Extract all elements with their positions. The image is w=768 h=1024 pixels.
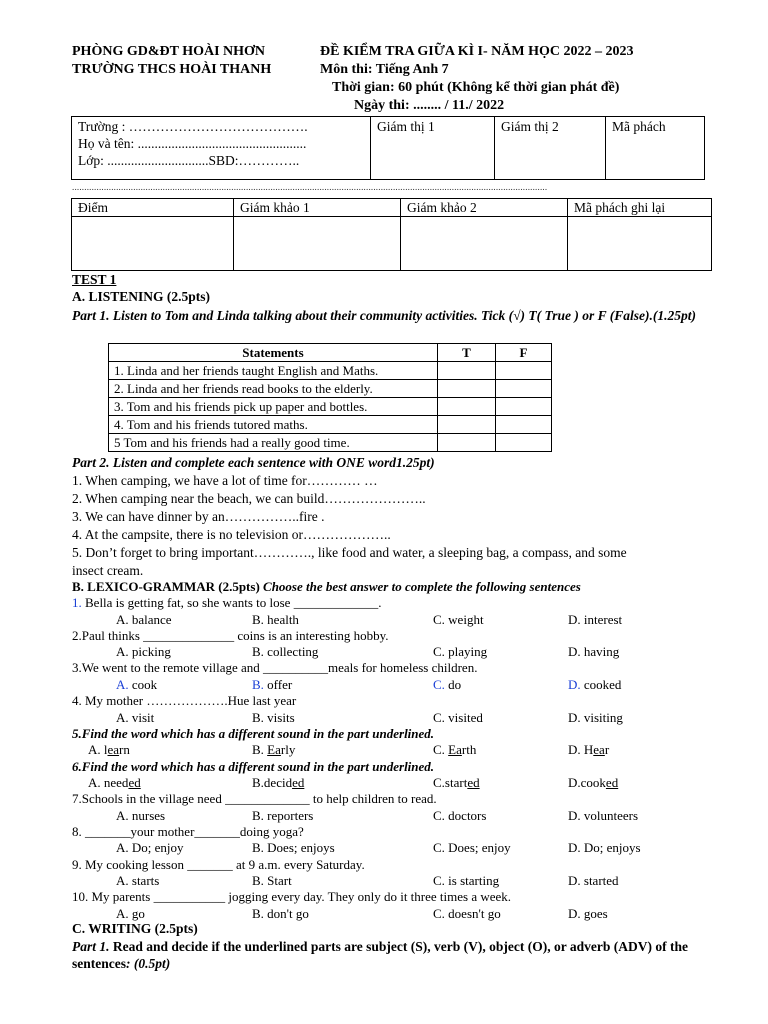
department-name: PHÒNG GD&ĐT HOÀI NHƠN <box>72 44 266 59</box>
answer-option-d[interactable]: D. volunteers <box>568 807 639 823</box>
statements-header: Statements <box>109 344 438 362</box>
answer-option-a[interactable]: A. go <box>116 905 145 921</box>
school-name: TRƯỜNG THCS HOÀI THANH <box>72 62 272 77</box>
question-text: 2.Paul thinks ______________ coins is an interesting hobby. <box>72 627 389 643</box>
code-again-header: Mã phách ghi lại <box>568 199 712 217</box>
question-text: 8. _______your mother_______doing yoga? <box>72 823 304 839</box>
answer-option-c[interactable]: C. visited <box>433 709 483 725</box>
tick-false-5[interactable] <box>496 434 552 452</box>
student-info-cell <box>72 117 371 180</box>
tick-true-3[interactable] <box>438 398 496 416</box>
answer-option-d[interactable]: D. having <box>568 644 620 660</box>
answer-option-b[interactable]: B. offer <box>252 676 293 692</box>
answer-option-d[interactable]: D. started <box>568 873 619 889</box>
tick-false-4[interactable] <box>496 416 552 434</box>
class-field[interactable]: Lớp: ..............................SBD:………….. <box>78 153 300 168</box>
writing-part1-instruction <box>72 938 712 972</box>
exam-title: ĐỀ KIỂM TRA GIỮA KÌ I- NĂM HỌC 2022 – 2023 <box>320 44 634 59</box>
answer-option-a[interactable]: A. needed <box>88 775 141 790</box>
part2-item: 5. Don’t forget to bring important…………., like food and water, a sleeping bag, a compass, and some <box>72 545 627 560</box>
question-text: 4. My mother ……………….Hue last year <box>72 693 297 709</box>
question-text: 7.Schools in the village need _____________ to help children to read. <box>72 791 437 807</box>
answer-option-a[interactable]: A. learn <box>88 742 130 758</box>
question-text: Bella is getting fat, so she wants to lose _____________. <box>81 595 382 610</box>
tick-true-2[interactable] <box>438 380 496 398</box>
answer-option-b[interactable]: B. reporters <box>252 807 314 823</box>
statement-2: 2. Linda and her friends read books to the elderly. <box>109 380 438 398</box>
tick-false-2[interactable] <box>496 380 552 398</box>
listening-title: A. LISTENING (2.5pts) <box>72 289 211 304</box>
answer-option-c[interactable]: C. Earth <box>433 742 477 758</box>
cut-line: .................................................................................................................................................................................................. <box>72 182 548 192</box>
question-stem <box>72 824 304 840</box>
false-header: F <box>496 344 552 362</box>
answer-option-c[interactable]: C. weight <box>433 611 484 627</box>
score-header: Điểm <box>72 199 234 217</box>
answer-option-a[interactable]: A. visit <box>116 709 155 725</box>
answer-option-c[interactable]: C. do <box>433 676 462 692</box>
writing-part1-text2: sentences <box>72 956 126 971</box>
code-again-cell[interactable] <box>568 217 712 271</box>
answer-option-d[interactable]: D. Do; enjoys <box>568 840 641 856</box>
exam-subject: Môn thi: Tiếng Anh 7 <box>320 62 449 77</box>
grammar-instruction: Choose the best answer to complete the following sentences <box>259 579 581 594</box>
answer-option-d[interactable]: D. cooked <box>568 676 622 692</box>
statement-3: 3. Tom and his friends pick up paper and bottles. <box>109 398 438 416</box>
answer-option-c[interactable]: C. playing <box>433 644 488 660</box>
tick-true-1[interactable] <box>438 362 496 380</box>
examiner2-cell[interactable] <box>401 217 568 271</box>
question-stem <box>72 628 389 644</box>
question-stem <box>72 726 434 742</box>
answer-option-d[interactable]: D. goes <box>568 905 608 921</box>
part2-item: 1. When camping, we have a lot of time for………… … <box>72 473 378 488</box>
examiner2-header: Giám khảo 2 <box>401 199 568 217</box>
writing-part1-text: Read and decide if the underlined parts are subject (S), verb (V), object (O), or adverb (ADV) of the <box>109 939 688 954</box>
answer-option-a[interactable]: A. picking <box>116 644 171 660</box>
statements-table <box>108 343 552 452</box>
question-stem <box>72 660 477 676</box>
writing-title: C. WRITING (2.5pts) <box>72 921 198 936</box>
proctor2-cell: Giám thị 2 <box>495 117 606 180</box>
tick-false-3[interactable] <box>496 398 552 416</box>
answer-option-c[interactable]: C. Does; enjoy <box>433 840 511 856</box>
answer-option-b[interactable]: B. Does; enjoys <box>252 840 335 856</box>
tick-true-4[interactable] <box>438 416 496 434</box>
student-info-table <box>71 116 705 180</box>
part2-item: 4. At the campsite, there is no television or……………….. <box>72 527 391 542</box>
exam-date: Ngày thi: ........ / 11./ 2022 <box>354 98 505 113</box>
statement-5: 5 Tom and his friends had a really good time. <box>109 434 438 452</box>
question-stem <box>72 693 296 709</box>
question-stem <box>72 889 511 905</box>
answer-option-b[interactable]: B. Start <box>252 873 292 889</box>
answer-option-d[interactable]: D.cooked <box>568 775 619 790</box>
tick-false-1[interactable] <box>496 362 552 380</box>
answer-option-d[interactable]: D. interest <box>568 611 623 627</box>
question-stem <box>72 595 381 611</box>
school-field[interactable]: Trường : …………………………………. <box>78 119 308 134</box>
tick-true-5[interactable] <box>438 434 496 452</box>
question-text: 9. My cooking lesson _______ at 9 a.m. every Saturday. <box>72 856 365 872</box>
question-text: 6.Find the word which has a different sound in the part underlined. <box>72 758 435 774</box>
grammar-title: B. LEXICO-GRAMMAR (2.5pts) <box>72 579 260 594</box>
answer-option-c[interactable]: C. doctors <box>433 807 487 823</box>
writing-part1-label: Part 1. <box>72 939 110 954</box>
grammar-heading <box>72 579 581 595</box>
listening-part2-instruction: Part 2. Listen and complete each sentence with ONE word1.25pt) <box>72 455 435 470</box>
score-table <box>71 198 712 271</box>
test-title: TEST 1 <box>72 272 117 287</box>
answer-option-b[interactable]: B. Early <box>252 742 296 758</box>
exam-duration: Thời gian: 60 phút (Không kể thời gian phát đề) <box>332 80 620 95</box>
answer-option-b[interactable]: B.decided <box>252 775 305 790</box>
answer-option-c[interactable]: C. doesn't go <box>433 905 501 921</box>
statement-4: 4. Tom and his friends tutored maths. <box>109 416 438 434</box>
answer-option-a[interactable]: A. cook <box>116 676 158 692</box>
answer-option-c[interactable]: C.started <box>433 775 480 790</box>
answer-option-b[interactable]: B. collecting <box>252 644 319 660</box>
answer-option-a[interactable]: A. starts <box>116 873 160 889</box>
writing-part1-points: : (0.5pt) <box>126 956 171 971</box>
name-field[interactable]: Họ và tên: .................................................. <box>78 136 307 151</box>
question-number: 1. <box>72 595 82 610</box>
part2-list <box>72 472 627 580</box>
question-stem <box>72 791 437 807</box>
question-text: 5.Find the word which has a different sound in the part underlined. <box>72 725 435 741</box>
proctor1-cell: Giám thị 1 <box>371 117 495 180</box>
question-stem <box>72 759 434 775</box>
true-header: T <box>438 344 496 362</box>
listening-part1-instruction: Part 1. Listen to Tom and Linda talking about their community activities. Tick (√) T( True ) or F (False).(1.25pt) <box>72 308 697 323</box>
answer-option-d[interactable]: D. visiting <box>568 709 623 725</box>
answer-option-b[interactable]: B. health <box>252 611 299 627</box>
answer-option-d[interactable]: D. Hear <box>568 742 610 758</box>
question-text: 3.We went to the remote village and __________meals for homeless children. <box>72 660 478 676</box>
answer-option-c[interactable]: C. is starting <box>433 873 500 889</box>
answer-option-a[interactable]: A. Do; enjoy <box>116 840 184 856</box>
question-stem <box>72 857 365 873</box>
score-cell[interactable] <box>72 217 234 271</box>
answer-option-a[interactable]: A. balance <box>116 611 172 627</box>
examiner1-cell[interactable] <box>234 217 401 271</box>
examiner1-header: Giám khảo 1 <box>234 199 401 217</box>
part2-item: 3. We can have dinner by an……………..fire . <box>72 509 325 524</box>
answer-option-a[interactable]: A. nurses <box>116 807 166 823</box>
statement-1: 1. Linda and her friends taught English and Maths. <box>109 362 438 380</box>
code-cell: Mã phách <box>606 117 705 180</box>
question-text: 10. My parents ___________ jogging every day. They only do it three times a week. <box>72 889 512 905</box>
answer-option-b[interactable]: B. don't go <box>252 905 309 921</box>
part2-item: 2. When camping near the beach, we can build………………….. <box>72 491 426 506</box>
answer-option-b[interactable]: B. visits <box>252 709 295 725</box>
part2-item: insect cream. <box>72 563 144 578</box>
